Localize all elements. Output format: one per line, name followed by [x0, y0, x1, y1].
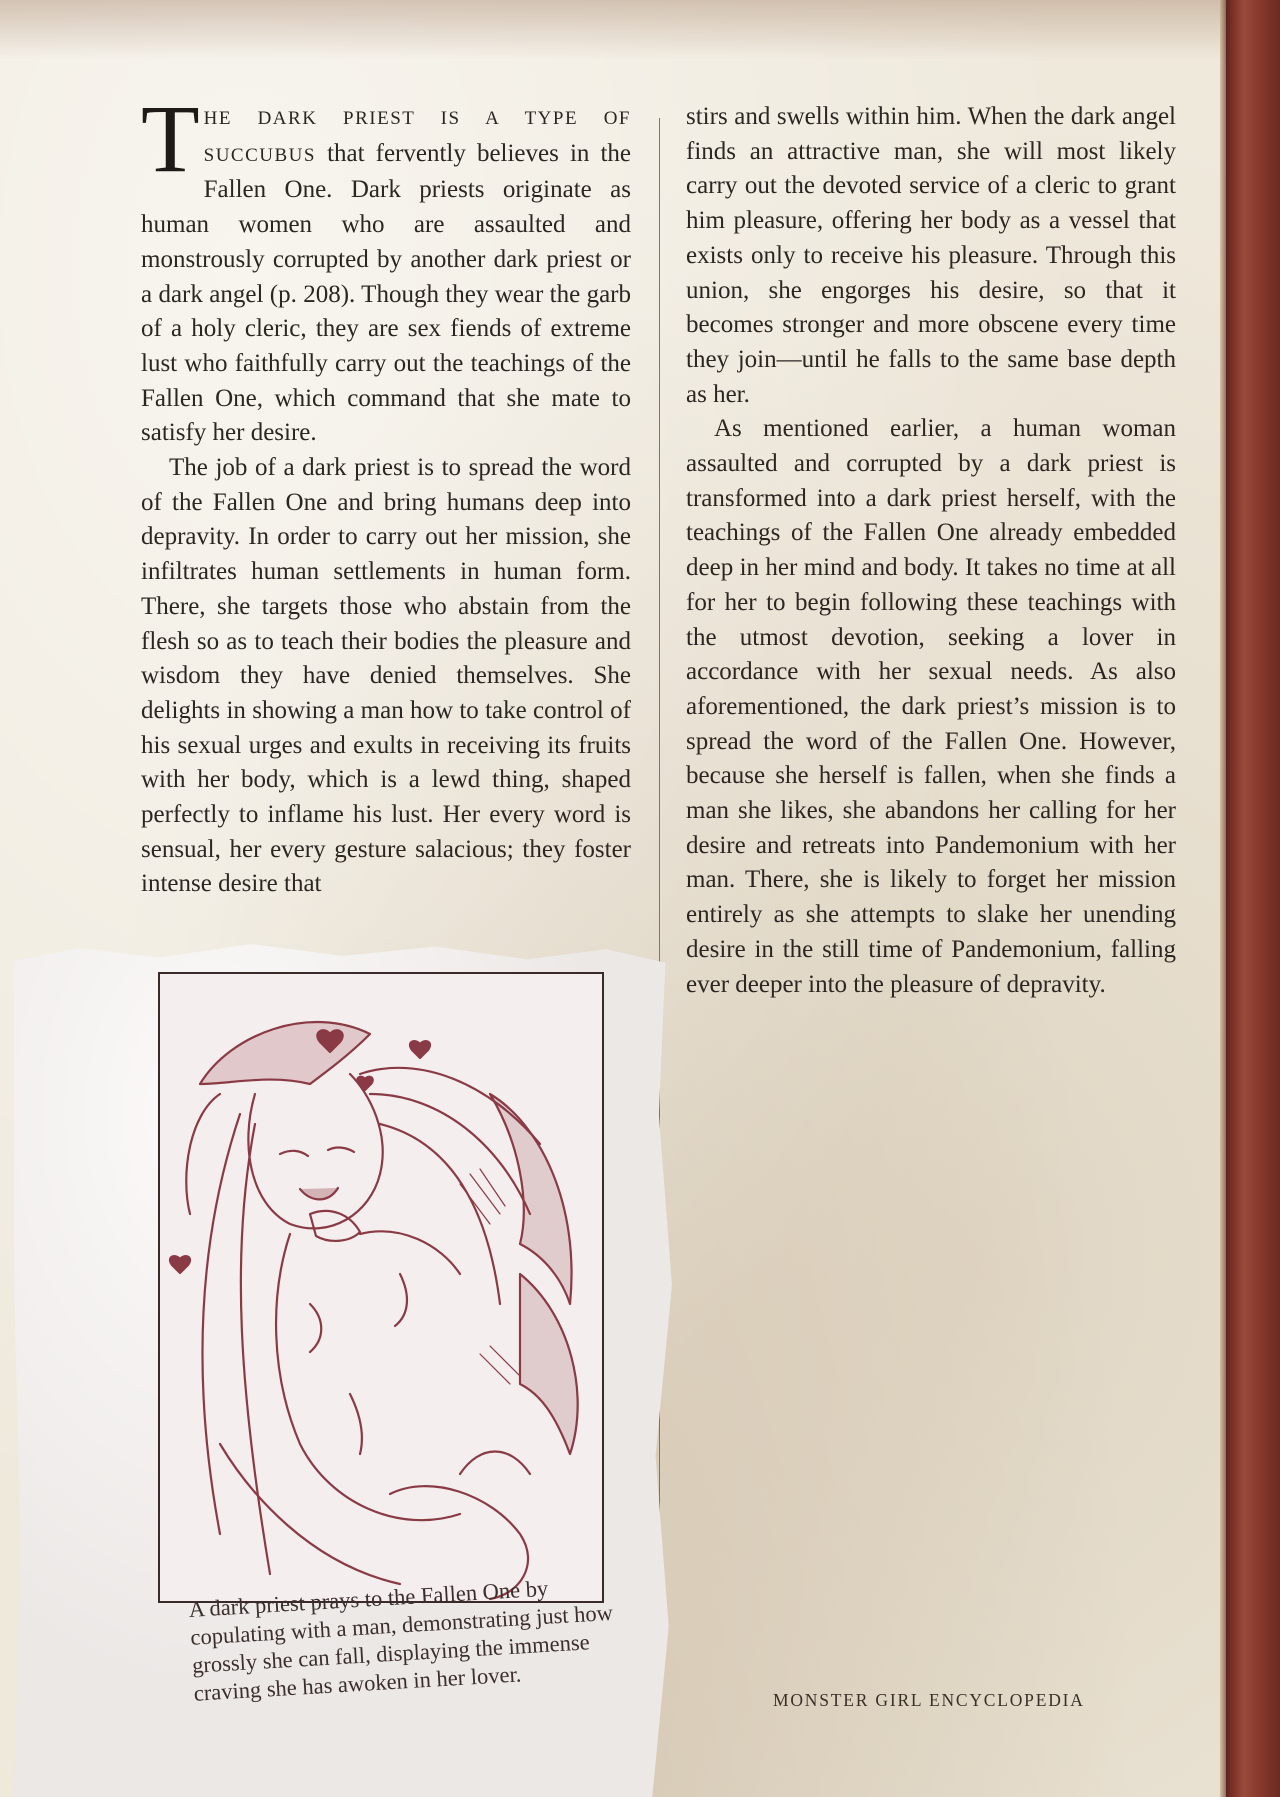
paragraph-intro: [141, 85, 632, 451]
text-column-left: [141, 85, 632, 902]
paragraph-corruption: As mentioned earlier, a human woman assaulted and corrupted by a dark priest is transformed into a dark priest herself, with the teachings of the Fallen One already embedded deep in her mind and body. It takes no time at all for her to begin following these teachings with the utmost devotion, seeking a lover in accordance with her sexual needs. As also aforementioned, the dark priest’s mission is to spread the word of the Fallen One. However, because she herself is fallen, when she finds a man she likes, she abandons her calling for her desire and retreats into Pandemonium with her man. There, she is likely to forget her mission entirely as she attempts to slake her unending desire in the still time of Pandemonium, falling ever deeper into the pleasure of depravity.: [686, 415, 1176, 998]
drop-cap: T: [141, 85, 200, 192]
book-spine: [1226, 0, 1280, 1797]
illustration-frame: [158, 972, 604, 1603]
illustration-caption: A dark priest prays to the Fallen One by copulating with a man, demonstrating just how grossly she can fall, displaying the immense craving she has awoken in her lover.: [188, 1575, 614, 1706]
book-title-footer: MONSTER GIRL ENCYCLOPEDIA: [773, 1690, 1085, 1710]
text-column-right: [686, 100, 1176, 1002]
intro-text: that fervently believes in the Fallen One. Dark priests originate as human women who are assaulted and monstrously corrupted by another dark priest or a dark angel (p. 208). Though they wear the garb of a holy cleric, they are sex fiends of extreme lust who faithfully carry out the teachings of the Fallen One, which command that she mate to satisfy her desire.: [141, 139, 632, 447]
paragraph-mission-part2: stirs and swells within him. When the dark angel finds an attractive man, she will most likely carry out the devoted service of a cleric to grant him pleasure, offering her body as a vessel that exists only to receive his pleasure. Through this union, she engorges his desire, so that it becomes stronger and more obscene every time they join—until he falls to the same base depth as her.: [686, 103, 1176, 408]
dark-priest-illustration: [160, 974, 602, 1601]
paragraph-mission-part1: The job of a dark priest is to spread the word of the Fallen One and bring humans deep into depravity. In order to carry out her mission, she infiltrates human settlements in human form. There, she targets those who abstain from the flesh so as to teach their bodies the pleasure and wisdom they have denied themselves. She delights in showing a man how to take control of his sexual urges and exults in receiving its fruits with her body, which is a lewd thing, shaped perfectly to inflame his lust. Her every word is sensual, her every gesture salacious; they foster intense desire that: [141, 454, 631, 898]
page-top-wear: [0, 0, 1226, 60]
lead-smallcaps: HE DARK PRIEST IS A TYPE OF SUCCUBUS: [203, 108, 631, 166]
